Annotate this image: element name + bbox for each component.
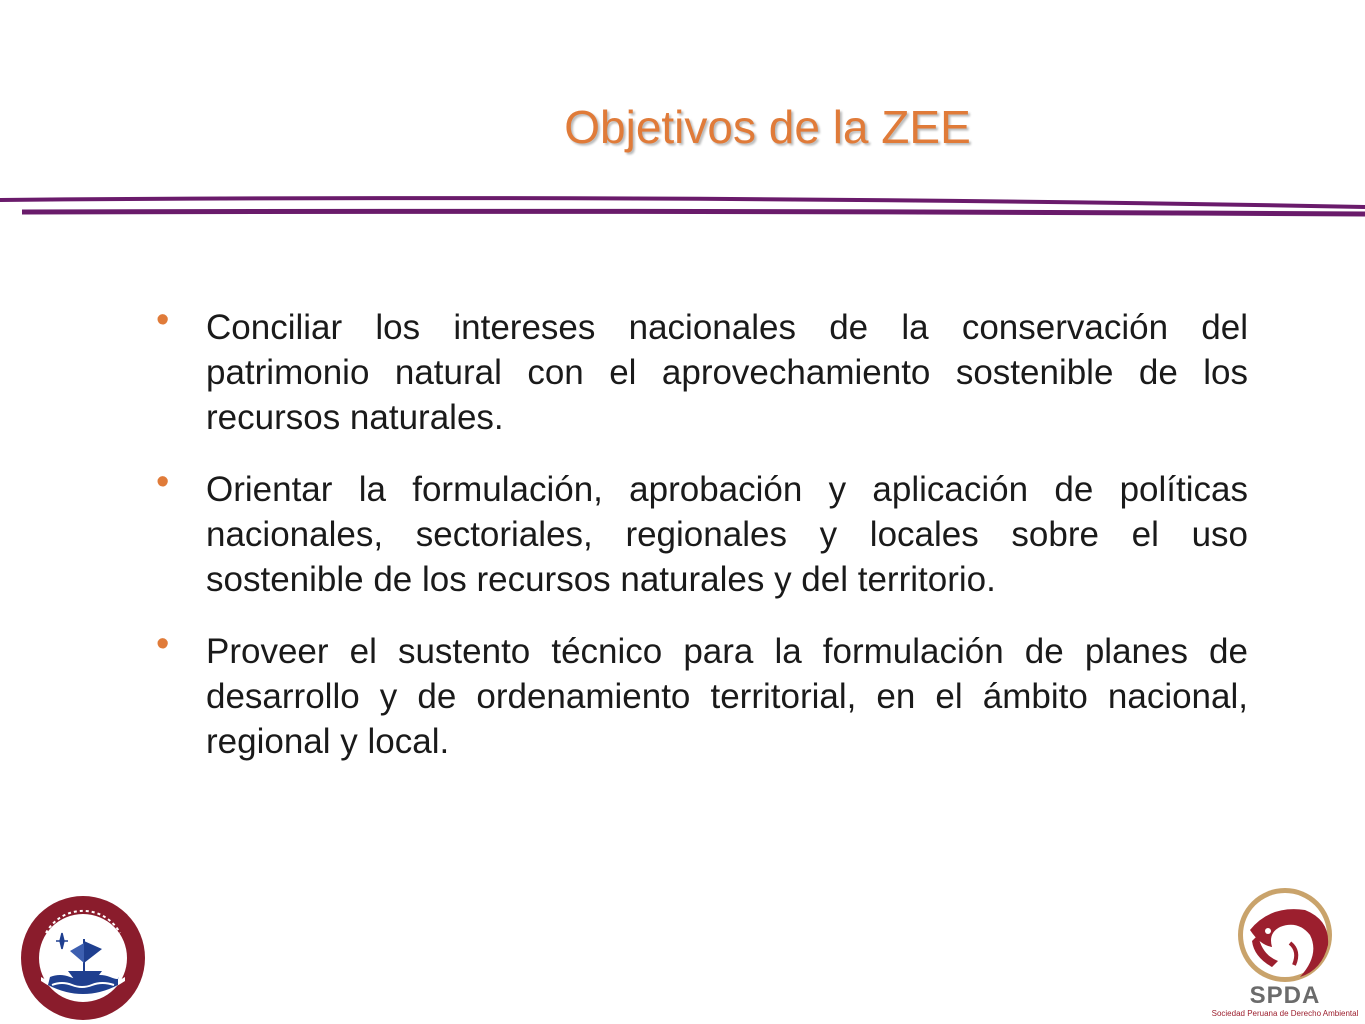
bullet-text: Conciliar los intereses nacionales de la conservación del patrimonio natural con el aprovechamiento sostenible de los recursos naturales. (206, 308, 1248, 437)
bullet-dot-icon: • (156, 461, 170, 503)
slide-title: Objetivos de la ZEE (564, 101, 971, 153)
spda-logo-name: SPDA (1249, 982, 1321, 1009)
list-item (150, 299, 1248, 440)
bullet-text: Orientar la formulación, aprobación y aplicación de políticas nacionales, sectoriales, regionales y locales sobre el uso sostenible de los recursos naturales y del territorio. (206, 470, 1248, 599)
bullet-text: Proveer el sustento técnico para la formulación de planes de desarrollo y de ordenamiento territorial, en el ámbito nacional, regional y local. (206, 632, 1248, 761)
list-item (150, 461, 1248, 602)
bullet-dot-icon: • (156, 623, 170, 665)
objectives-list (150, 299, 1248, 791)
list-item (150, 623, 1248, 764)
spda-logo-subtitle: Sociedad Peruana de Derecho Ambiental (1211, 1009, 1359, 1018)
university-seal-logo (18, 893, 148, 1023)
bullet-dot-icon: • (156, 299, 170, 341)
title-divider (0, 192, 1365, 226)
